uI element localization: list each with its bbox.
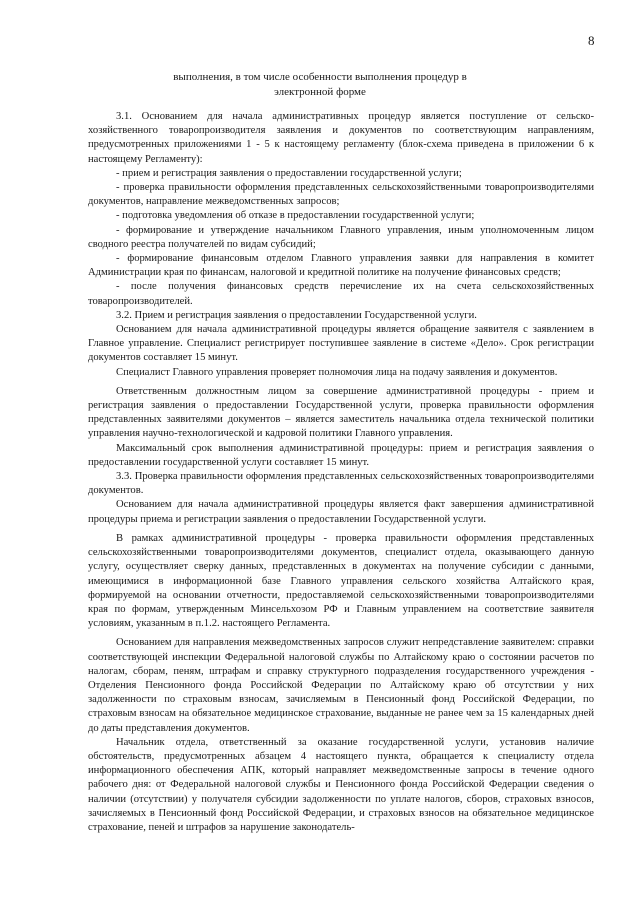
paragraph: Специалист Главного управления проверяет полномочия лица на подачу заявления и документов. (116, 366, 558, 378)
paragraph: - прием и регистрация заявления о предоставлении государственной услуги; (116, 167, 462, 179)
paragraph: Максимальный срок выполнения административной процедуры: прием и регистрация заявления о предоставлении государственной услуги составляет 15 минут. (88, 442, 594, 468)
paragraph: 3.1. Основанием для начала административных процедур является поступление от сельско-хозяйственного товаропроизводителя заявления и документов по соответствующим направлениям, предусмотренных приложениями 1 - 5 к настоящему регламенту (блок-схема приведена в приложении 6 к настоящему Регламенту): (88, 111, 594, 165)
paragraph: Начальник отдела, ответственный за оказание государственной услуги, установив наличие обстоятельств, предусмотренных абзацем 4 настоящего пункта, обращается к специалисту отдела информационного обеспечения АПК, который направляет межведомственные запросы в течение одного рабочего дня: от Федеральной налоговой службы и Пенсионного фонда Российской Федерации сведения о наличии (отсутствии) у получателя субсидии задолженности по уплате налогов, сборов, страховых взносов, зачисляемых в Пенсионный фонд Российской Федерации, и страховых взносов на обязательное медицинское страхование, пеней и штрафов за нарушение законодатель- (88, 736, 594, 833)
paragraph: Ответственным должностным лицом за совершение административной процедуры - прием и регистрация заявления о предоставлении Государственной услуги, проверка правильности оформления представленных заявителями документов – является заместитель начальника отдела технической политики управления научно-технологической и кадровой политики Главного управления. (88, 385, 594, 440)
paragraph: - формирование финансовым отделом Главного управления заявки для направления в комитет Администрации края по финансам, налоговой и кредитной политике на получение финансовых средств; (88, 253, 594, 279)
page-number: 8 (588, 33, 595, 48)
document-body (88, 110, 594, 835)
paragraph: Основанием для направления межведомственных запросов служит непредставление заявителем: справки соответствующей инспекции Федеральной налоговой службы по Алтайскому краю о состоянии расчетов по налогам, сборам, пеням, штрафам и справку структурного подразделения государственного учреждения - Отделения Пенсионного фонда Российской Федерации по Алтайскому краю об отсутствии у них задолженности по страховым взносам, зачисляемым в Пенсионный фонд Российской Федерации, по страховым взносам на обязательное медицинское страхование, выданные не ранее чем за 15 календарных дней до даты представления документов. (88, 637, 594, 734)
heading-line-1: выполнения, в том числе особенности выполнения процедур в (173, 71, 467, 83)
paragraph: - после получения финансовых средств перечисление их на счета сельскохозяйственных товаропроизводителей. (88, 281, 594, 307)
section-heading (0, 70, 640, 100)
paragraph: В рамках административной процедуры - проверка правильности оформления представленных сельскохозяйственными товаропроизводителями документов, специалист отдела, оказывающего данную услугу, осуществляет сверку данных, представленных в документах на получение субсидии с данными, имеющимися в информационной базе Главного управления сельского хозяйства Алтайского края, формируемой на основании отчетности, предоставляемой сельскохозяйственными товаропроизводителями края по формам, утвержденным Минсельхозом РФ и Главным управлением на соответствие заявителя условиям, указанным в п.1.2. настоящего Регламента. (88, 532, 594, 630)
paragraph: - формирование и утверждение начальником Главного управления, иным уполномоченным лицом сводного реестра получателей по видам субсидий; (88, 224, 594, 250)
paragraph: - проверка правильности оформления представленных сельскохозяйственными товаропроизводителями документов, направление межведомственных запросов; (88, 182, 594, 208)
paragraph: - подготовка уведомления об отказе в предоставлении государственной услуги; (116, 210, 475, 222)
paragraph: Основанием для начала административной процедуры является факт завершения административной процедуры приема и регистрации заявления о предоставлении Государственной услуги. (88, 499, 594, 525)
paragraph: 3.2. Прием и регистрация заявления о предоставлении Государственной услуги. (116, 309, 477, 321)
heading-line-2: электронной форме (274, 86, 366, 98)
paragraph: Основанием для начала административной процедуры является обращение заявителя с заявлением в Главное управление. Специалист регистрирует поступившее заявление в системе «Дело». Срок регистрации документов составляет 15 минут. (88, 324, 594, 364)
paragraph: 3.3. Проверка правильности оформления представленных сельскохозяйственных товаропроизводителями документов. (88, 471, 594, 497)
